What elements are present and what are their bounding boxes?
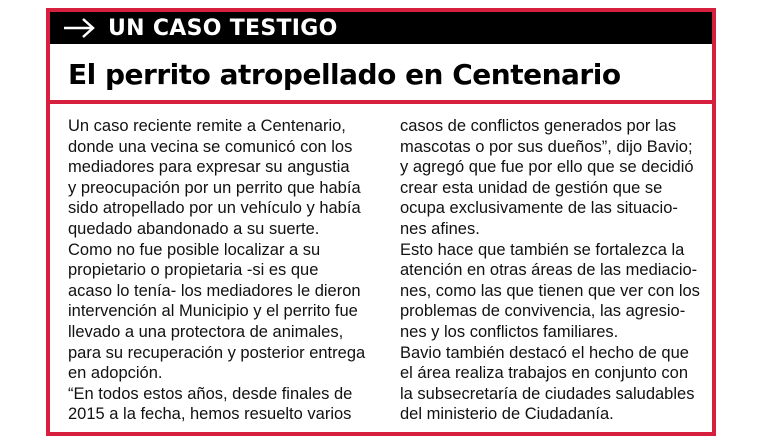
body-text-line: problemas de convivencia, las agresio-: [400, 302, 686, 321]
body-text-line: del ministerio de Ciudadanía.: [400, 405, 614, 424]
body-text-line: atención en otras áreas de las mediacio-: [400, 261, 698, 280]
body-text-line: Esto hace que también se fortalezca la: [400, 240, 685, 259]
body-text-line: mascotas o por sus dueños”, dijo Bavio;: [400, 137, 693, 156]
article-box: [46, 8, 716, 436]
body-text-line: propietario o propietaria -si es que: [68, 261, 319, 280]
body-column-right: [400, 116, 700, 425]
body-text-line: quedado abandonado a su suerte.: [68, 219, 320, 238]
body-text-line: en adopción.: [68, 364, 163, 383]
body-text-line: ocupa exclusivamente de las situacio-: [400, 199, 678, 218]
body-text-line: Un caso reciente remite a Centenario,: [68, 117, 346, 135]
article-headline: El perrito atropellado en Centenario: [68, 58, 621, 91]
body-text-line: y agregó que fue por ello que se decidió: [400, 158, 694, 177]
headline-divider: [50, 100, 712, 104]
body-text-line: donde una vecina se comunicó con los: [68, 137, 353, 156]
body-text-line: acaso lo tenía- los mediadores le dieron: [68, 281, 361, 300]
body-text-line: sido atropellado por un vehículo y había: [68, 199, 361, 218]
body-text-line: mediadores para expresar su angustia: [68, 158, 350, 177]
body-text-line: nes, como las que tienen que ver con los: [400, 281, 700, 300]
body-text-line: Bavio también destacó el hecho de que: [400, 343, 689, 362]
body-text-line: casos de conflictos generados por las: [400, 117, 677, 135]
body-text-line: “En todos estos años, desde finales de: [68, 384, 353, 403]
section-kicker-bar: [50, 12, 712, 44]
body-text-line: intervención al Municipio y el perrito fue: [68, 302, 358, 321]
body-text-line: nes afines.: [400, 219, 480, 238]
body-text-line: el área realiza trabajos en conjunto con: [400, 364, 689, 383]
body-column-left: [68, 116, 368, 425]
section-kicker-label: UN CASO TESTIGO: [108, 15, 338, 41]
body-text-line: crear esta unidad de gestión que se: [400, 178, 663, 197]
arrow-right-icon: [62, 17, 96, 39]
body-text-line: Como no fue posible localizar a su: [68, 240, 321, 259]
body-text-line: nes y los conflictos familiares.: [400, 322, 619, 341]
body-text-line: 2015 a la fecha, hemos resuelto varios: [68, 405, 352, 424]
body-text-line: para su recuperación y posterior entrega: [68, 343, 366, 362]
body-text-line: llevado a una protectora de animales,: [68, 322, 344, 341]
body-text-line: la subsecretaría de ciudades saludables: [400, 384, 695, 403]
body-text-line: y preocupación por un perrito que había: [68, 178, 361, 197]
